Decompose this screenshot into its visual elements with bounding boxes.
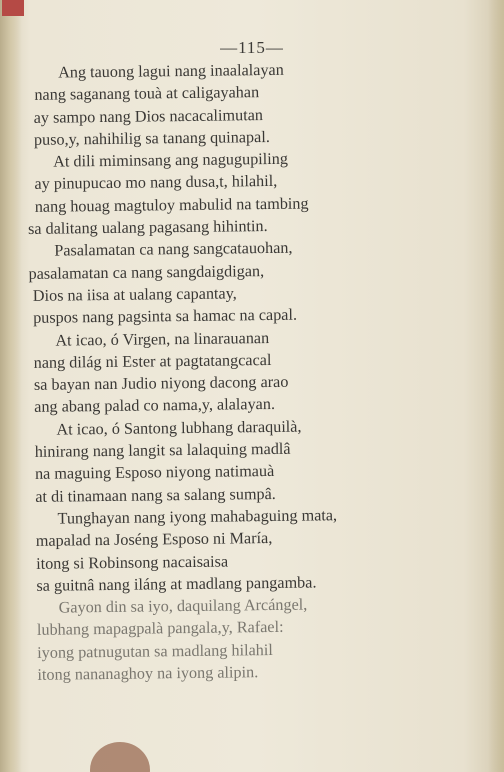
text-line: na maguing Esposo niyong natimauà — [34, 462, 275, 484]
ink-stain — [90, 742, 150, 772]
text-line: at di tinamaan nang sa salang sumpâ. — [35, 484, 276, 506]
text-line: ang abang palad co nama,y, alalayan. — [34, 395, 276, 417]
text-line: Tunghayan nang iyong mahabaguing mata, — [57, 506, 338, 528]
text-line: Gayon din sa iyo, daquilang Arcángel, — [58, 595, 308, 617]
text-line: ay sampo nang Dios nacacalimutan — [33, 105, 264, 127]
page-gutter-shadow — [0, 0, 22, 772]
text-line: Pasalamatan ca nang sangcatauohan, — [54, 239, 293, 260]
text-line: At dili miminsang ang nagugupiling — [53, 149, 289, 171]
text-line: itong nananaghoy na iyong alipin. — [37, 663, 259, 684]
poem-text — [22, 57, 470, 687]
text-line: nang dilág ni Ester at pagtatangcacal — [33, 350, 272, 372]
text-line: puso,y, nahihilig sa tanang quinapal. — [33, 127, 270, 149]
text-line: Dios na iisa at ualang capantay, — [32, 284, 237, 305]
text-line: sa guitnâ nang iláng at madlang pangamba. — [36, 573, 317, 595]
text-line: lubhang mapagpalà pangala,y, Rafael: — [36, 618, 284, 640]
text-line: Ang tauong lagui nang inaalalayan — [58, 60, 284, 82]
page-number: —115— — [220, 38, 284, 57]
page-edge-shadow — [488, 0, 504, 772]
text-line: mapalad na Joséng Esposo ni María, — [35, 529, 273, 551]
text-line: itong si Robinsong nacaisaisa — [36, 552, 229, 573]
text-line: pasalamatan ca nang sangdaigdigan, — [28, 261, 265, 283]
text-line: sa dalitang ualang pagasang hihintin. — [27, 217, 268, 239]
text-line: nang saganang touà at caligayahan — [34, 83, 260, 105]
text-line: iyong patnugutan sa madlang hilahil — [37, 640, 273, 662]
text-line: sa bayan nan Judio niyong dacong arao — [33, 372, 289, 395]
text-line: At icao, ó Virgen, na linarauanan — [55, 328, 270, 350]
text-line: nang houag magtuloy mabulid na tambing — [34, 194, 309, 216]
text-line: ay pinupucao mo nang dusa,t, hilahil, — [34, 172, 278, 194]
text-line: hinirang nang langit sa lalaquing madlâ — [34, 439, 291, 461]
text-line: At icao, ó Santong lubhang daraquilà, — [56, 417, 302, 439]
text-line: puspos nang pagsinta sa hamac na capal. — [33, 305, 298, 328]
red-bookmark-tab — [2, 0, 24, 16]
